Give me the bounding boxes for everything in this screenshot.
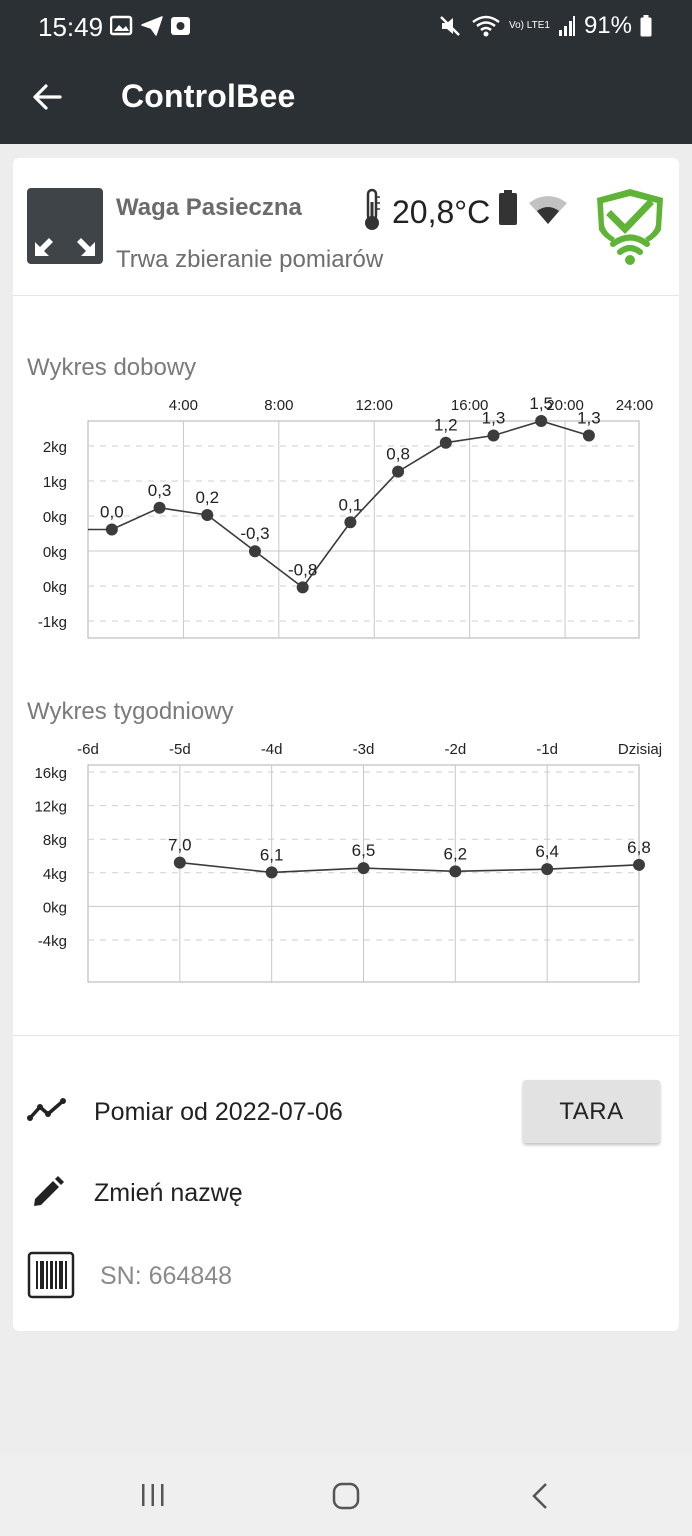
temperature-value: 20,8°C [392,194,491,230]
series-line [180,863,639,873]
data-point [541,863,553,875]
daily-chart [13,388,679,648]
system-nav-bar [0,1455,692,1536]
y-tick-label: 1kg [42,474,67,491]
data-label: 1,3 [577,408,601,428]
battery-icon [640,14,652,38]
app-bar [0,54,692,144]
rename-row[interactable] [13,1163,679,1223]
data-label: 0,0 [100,502,124,522]
chevron-left-icon [528,1481,552,1511]
data-point [358,862,370,874]
data-label: 6,8 [627,837,651,857]
recent-apps-button[interactable] [139,1481,167,1514]
shield-check-icon [593,186,667,271]
charts-divider [13,1035,679,1036]
x-tick-label: -4d [260,741,283,758]
x-tick-label: 4:00 [168,397,199,414]
thermometer-icon [361,188,383,237]
notification-icons [110,14,200,43]
y-tick-label: 0kg [42,544,67,561]
tara-button[interactable]: TARA [523,1080,660,1143]
data-point [633,859,645,871]
x-tick-label: 16:00 [450,397,489,414]
data-label: -0,3 [240,524,270,544]
data-label: 1,5 [529,394,554,413]
data-label: -0,8 [288,560,318,580]
data-point [154,502,166,514]
y-tick-label: 4kg [42,865,67,883]
device-wifi-icon [528,194,568,231]
data-label: 0,2 [195,488,220,508]
x-tick-label: 24:00 [615,397,654,414]
weekly-chart [13,732,679,992]
serial-number: SN: 664848 [100,1262,233,1290]
data-point [249,545,261,557]
data-point [106,524,118,536]
data-label: 6,1 [259,845,284,865]
gallery-icon [110,14,200,38]
y-tick-label: 2kg [42,439,67,456]
status-time: 15:49 [38,12,104,42]
device-thumbnail[interactable] [27,188,103,264]
device-status: Trwa zbieranie pomiarów [116,246,384,273]
data-point [487,429,499,441]
data-label: 6,5 [351,841,376,861]
y-tick-label: 0kg [42,509,67,526]
arrow-back-icon [30,80,64,114]
expand-icon [27,188,103,264]
signal-icon [558,15,576,37]
home-button[interactable] [331,1481,361,1516]
trend-icon [27,1096,67,1131]
battery-percent: 91% [583,12,632,39]
data-label: 0,3 [147,480,172,500]
data-point [344,516,356,528]
mute-icon [437,13,463,39]
data-point [583,429,595,441]
data-label: 6,4 [535,842,559,862]
weekly-chart-title: Wykres tygodniowy [27,698,234,725]
y-tick-label: 12kg [34,798,67,816]
data-point [266,866,278,878]
header-divider [13,295,679,296]
data-label: 1,2 [433,415,458,435]
wifi-status-icon [471,14,501,38]
x-tick-label: 12:00 [355,397,394,414]
data-point [449,865,461,877]
back-button[interactable] [30,80,64,119]
x-tick-label: -5d [168,741,191,758]
device-card [13,158,679,1331]
data-point [297,581,309,593]
pencil-icon [31,1175,65,1214]
system-icons [437,12,652,40]
status-bar [0,0,692,54]
plot-frame [88,421,639,638]
home-icon [331,1481,361,1511]
y-tick-label: 0kg [42,579,67,596]
x-tick-label: 8:00 [264,397,294,414]
data-label: 0,1 [338,495,363,515]
data-label: 6,2 [443,844,468,864]
data-label: 1,3 [481,408,506,428]
data-point [535,415,547,427]
device-name: Waga Pasieczna [116,194,302,221]
data-point [174,857,186,869]
barcode-icon [27,1251,75,1304]
x-tick-label: -3d [352,741,375,758]
y-tick-label: 0kg [42,899,67,917]
data-label: 0,8 [386,444,410,464]
x-tick-label: -6d [77,741,99,758]
y-tick-label: 16kg [34,765,67,782]
daily-chart-title: Wykres dobowy [27,354,197,381]
x-tick-label: 20:00 [546,397,584,414]
recent-apps-icon [139,1481,167,1509]
y-tick-label: -1kg [37,614,67,631]
x-tick-label: Dzisiaj [617,741,663,758]
system-back-button[interactable] [528,1481,552,1516]
app-title: ControlBee [121,78,296,114]
serial-row [13,1246,679,1306]
x-tick-label: -2d [444,741,467,758]
y-tick-label: -4kg [37,933,67,950]
x-tick-label: -1d [536,741,559,758]
y-tick-label: 8kg [42,832,67,850]
data-label: 7,0 [168,835,192,855]
data-point [201,509,213,521]
measurement-since: Pomiar od 2022-07-06 [94,1098,343,1126]
device-battery-icon [499,190,517,231]
data-point [392,466,404,478]
network-label: Vo) LTE1 [509,20,550,31]
rename-label: Zmień nazwę [94,1179,243,1207]
data-point [440,437,452,449]
